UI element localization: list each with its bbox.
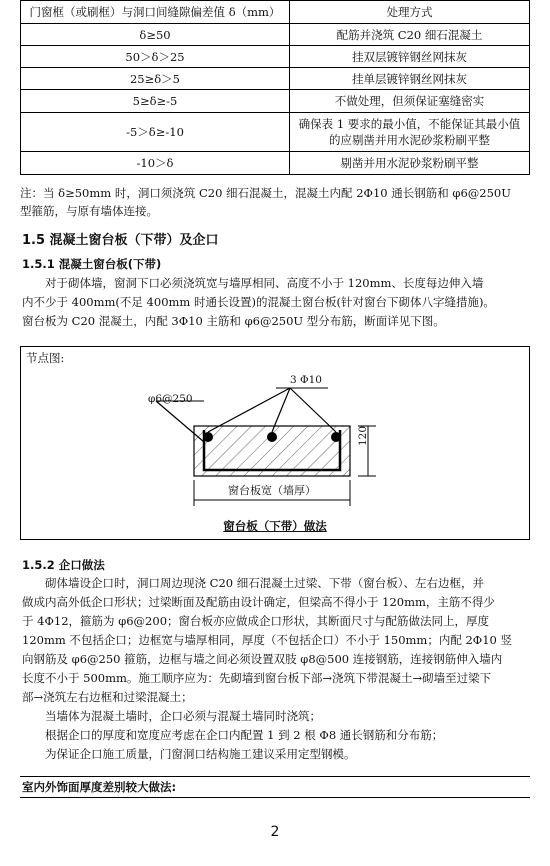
leader-line	[156, 401, 204, 442]
paragraph-line: 部→浇筑左右边框和过梁混凝土；	[22, 690, 193, 704]
section-heading-1-5-1: 1.5.1 混凝土窗台板(下带)	[22, 257, 162, 271]
table-cell: 剔凿并用水泥砂浆粉刷平整	[290, 152, 530, 175]
table-header-row	[21, 1, 530, 24]
main-bar-label: 3 Φ10	[290, 374, 322, 386]
table-cell: -10＞δ	[21, 152, 290, 175]
table-cell: 5≥δ≥-5	[21, 90, 290, 113]
section-heading-1-5-2: 1.5.2 企口做法	[22, 558, 105, 572]
table-cell: δ≥50	[21, 24, 290, 46]
table-cell: 50＞δ＞25	[21, 46, 290, 68]
table-cell: -5＞δ≥-10	[21, 113, 290, 152]
table-cell-line: 确保表 1 要求的最小值，不能保证其最小值	[298, 117, 521, 131]
paragraph-line: 做成内高外低企口形状；过梁断面及配筋由设计确定，但梁高不得小于 120mm，主筋不得少	[22, 595, 495, 609]
leader-line	[272, 388, 290, 432]
paragraph-line: 窗台板为 C20 混凝土，内配 3Φ10 主筋和 φ6@250U 型分布筋，断面详见下图。	[22, 314, 445, 328]
paragraph-line: 砌体墙设企口时，洞口周边现浇 C20 细石混凝土过梁、下带（窗台板）、左右边框，并	[45, 576, 484, 590]
leader-line	[208, 388, 290, 432]
paragraph-line: 对于砌体墙，窗洞下口必须浇筑宽与墙厚相同、高度不小于 120mm、长度每边伸入墙	[45, 276, 484, 290]
sill-section-diagram	[20, 346, 530, 540]
table-note	[20, 184, 535, 220]
paragraph-line: 120mm 不包括企口；边框宽与墙厚相同，厚度（不包括企口）不小于 150mm；内配 2Φ10 竖	[22, 633, 513, 647]
note-line: 型箍筋，与原有墙体连接。	[20, 204, 158, 218]
paragraph-1-5-2	[22, 574, 532, 764]
table-header-cell: 门窗框（或刷框）与洞口间缝隙偏差值 δ（mm）	[21, 1, 290, 24]
paragraph-line: 为保证企口施工质量，门窗洞口结构施工建议采用定型钢模。	[45, 747, 356, 761]
paragraph-1-5-1	[22, 274, 532, 331]
table-cell: 25≥δ＞5	[21, 68, 290, 90]
table-cell: 挂单层镀锌钢丝网抹灰	[290, 68, 530, 90]
table-cell-line: 的应剔凿并用水泥砂浆粉刷平整	[329, 133, 490, 147]
table-cell: 挂双层镀锌钢丝网抹灰	[290, 46, 530, 68]
table-row	[21, 46, 530, 68]
node-figure-label: 节点图:	[26, 351, 65, 365]
paragraph-line: 长度不小于 500mm。施工顺序应为：先砌墙到窗台板下部→浇筑下带混凝土→砌墙至过梁下	[22, 671, 492, 685]
main-bar	[203, 432, 213, 442]
note-line: 注：当 δ≥50mm 时，洞口须浇筑 C20 细石混凝土，混凝土内配 2Φ10 通长钢筋和 φ6@250U	[20, 186, 511, 200]
table-cell: 不做处理，但须保证塞缝密实	[290, 90, 530, 113]
table-cell	[290, 113, 530, 152]
page-number: 2	[270, 824, 280, 840]
main-bar	[267, 432, 277, 442]
height-dimension-label: 120	[357, 425, 369, 446]
leader-line	[290, 388, 336, 432]
table-row	[21, 113, 530, 152]
paragraph-line: 内不少于 400mm(不足 400mm 时通长设置)的混凝土窗台板(针对窗台下砌体八字缝措施)。	[22, 295, 495, 309]
width-dimension-label: 窗台板宽（墙厚）	[228, 484, 316, 497]
figure-caption: 窗台板（下带）做法	[223, 519, 327, 533]
table-cell: 配筋并浇筑 C20 细石混凝土	[290, 24, 530, 46]
paragraph-line: 根据企口的厚度和宽度应考虑在企口内配置 1 到 2 根 Φ8 通长钢筋和分布筋；	[45, 728, 444, 742]
table-row	[21, 90, 530, 113]
table-header-cell: 处理方式	[290, 1, 530, 24]
main-bar	[331, 432, 341, 442]
stirrup-label: φ6@250	[148, 393, 193, 405]
paragraph-line: 于 4Φ12，箍筋为 φ6@200；窗台板亦应做成企口形状，其断面尺寸与配筋做法同上，厚度	[22, 614, 490, 628]
paragraph-line: 当墙体为混凝土墙时，企口必须与混凝土墙同时浇筑；	[45, 709, 321, 723]
paragraph-line: 向钢筋及 φ6@250 箍筋，边框与墙之间必须设置双肢 φ8@500 连接钢筋，连接钢筋伸入墙内	[22, 652, 503, 666]
bottom-section-label: 室内外饰面厚度差别较大做法:	[22, 780, 177, 794]
table-row	[21, 68, 530, 90]
gap-treatment-table	[20, 0, 530, 175]
table-row	[21, 152, 530, 175]
table-row	[21, 24, 530, 46]
section-heading-1-5: 1.5 混凝土窗台板（下带）及企口	[22, 233, 219, 248]
